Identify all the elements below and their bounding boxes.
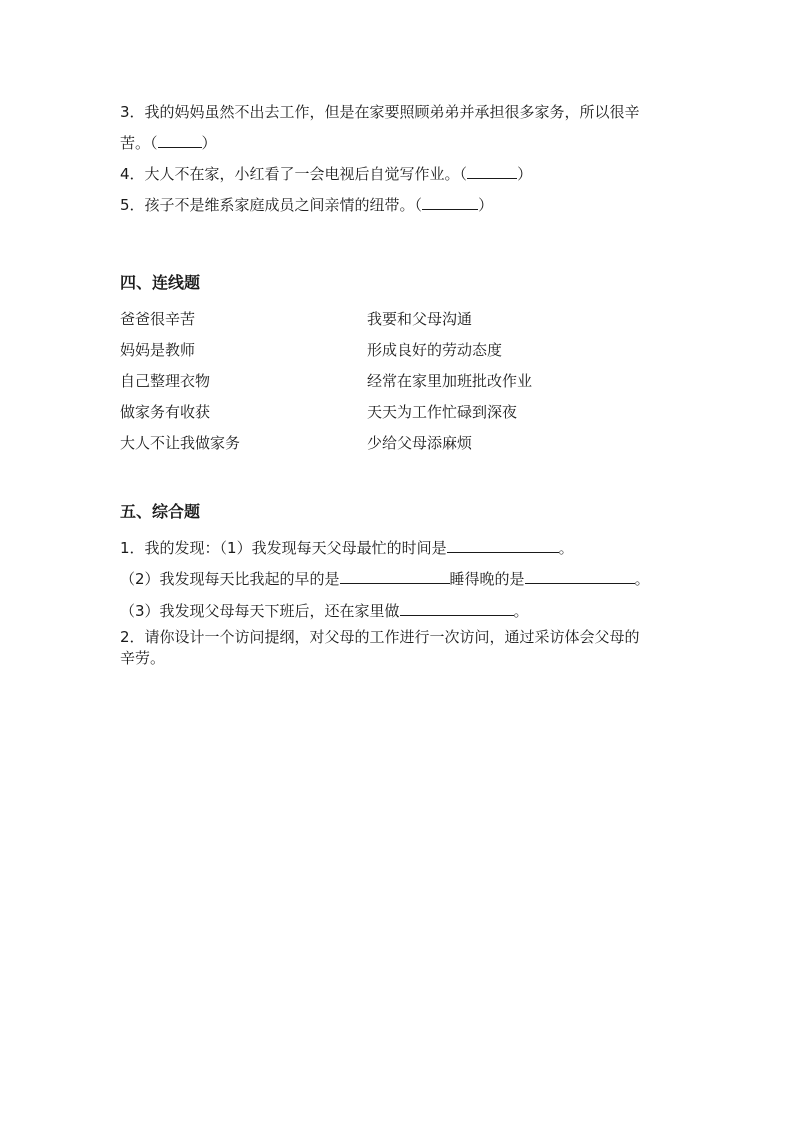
question-3-line-1: 3．我的妈妈虽然不出去工作，但是在家要照顾弟弟并承担很多家务，所以很辛 — [120, 103, 640, 121]
question-5-1-2-mid: 睡得晚的是 — [449, 570, 525, 588]
question-5-1-2 — [120, 569, 650, 589]
question-4 — [120, 164, 532, 184]
answer-blank-home-work[interactable] — [400, 601, 514, 616]
question-5-1-3 — [120, 601, 529, 621]
match-left-4[interactable]: 做家务有收获 — [120, 403, 211, 421]
question-5-1-suffix: 。 — [558, 539, 574, 557]
paren-open: （ — [150, 134, 158, 152]
question-5-2-line-2: 辛劳。 — [120, 649, 166, 667]
question-5-1-2-prefix: （2）我发现每天比我起的早的是 — [120, 570, 340, 588]
paren-open: （ — [414, 196, 423, 214]
match-right-5[interactable]: 少给父母添麻烦 — [367, 434, 473, 452]
answer-blank-late-sleeper[interactable] — [525, 569, 635, 584]
question-5-2-line-1: 2．请你设计一个访问提纲，对父母的工作进行一次访问，通过采访体会父母的 — [120, 628, 640, 646]
paren-close: ） — [201, 134, 217, 152]
answer-blank-4[interactable] — [467, 164, 517, 179]
paren-close: ） — [478, 196, 494, 214]
match-left-3[interactable]: 自己整理衣物 — [120, 372, 211, 390]
match-right-4[interactable]: 天天为工作忙碌到深夜 — [367, 403, 518, 421]
answer-blank-3[interactable] — [158, 133, 202, 148]
question-5-1-3-prefix: （3）我发现父母每天下班后，还在家里做 — [120, 602, 400, 620]
question-5-1-2-suffix: 。 — [634, 570, 650, 588]
question-3-text: 苦。 — [120, 134, 151, 152]
question-5-text: 5．孩子不是维系家庭成员之间亲情的纽带。 — [120, 196, 415, 214]
question-4-text: 4．大人不在家，小红看了一会电视后自觉写作业。 — [120, 165, 460, 183]
match-left-1[interactable]: 爸爸很辛苦 — [120, 310, 196, 328]
match-right-3[interactable]: 经常在家里加班批改作业 — [367, 372, 533, 390]
question-5-1-prefix: 1．我的发现：（1）我发现每天父母最忙的时间是 — [120, 539, 447, 557]
question-5-1 — [120, 538, 574, 558]
question-5-1-3-suffix: 。 — [513, 602, 529, 620]
match-right-2[interactable]: 形成良好的劳动态度 — [367, 341, 503, 359]
paren-close: ） — [517, 165, 533, 183]
match-left-2[interactable]: 妈妈是教师 — [120, 341, 196, 359]
match-right-1[interactable]: 我要和父母沟通 — [367, 310, 473, 328]
question-5 — [120, 195, 493, 215]
question-3-line-2 — [120, 133, 217, 153]
paren-open: （ — [459, 165, 468, 183]
section-4-title: 四、连线题 — [120, 273, 201, 292]
match-left-5[interactable]: 大人不让我做家务 — [120, 434, 241, 452]
section-5-title: 五、综合题 — [120, 502, 201, 521]
answer-blank-5[interactable] — [422, 195, 478, 210]
answer-blank-busiest-time[interactable] — [447, 538, 559, 553]
answer-blank-early-riser[interactable] — [340, 569, 450, 584]
